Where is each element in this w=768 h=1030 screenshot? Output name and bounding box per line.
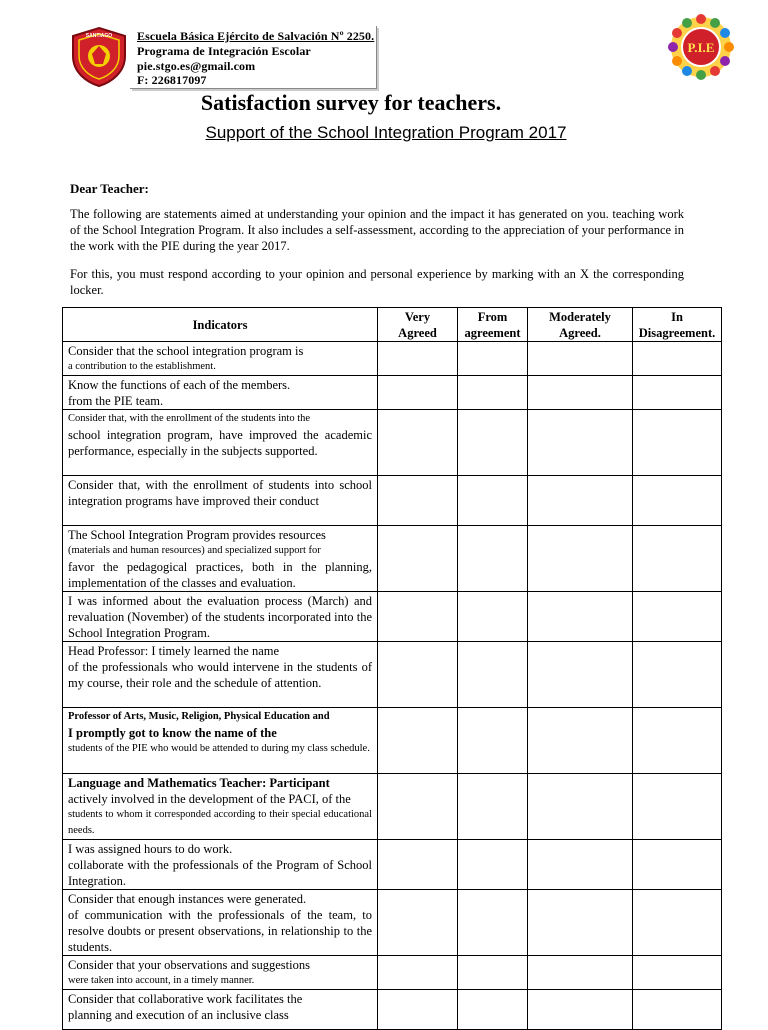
indicator-text: (materials and human resources) and specialized support for: [68, 545, 321, 556]
answer-cell-from-agreement[interactable]: [458, 476, 528, 526]
table-row: [63, 342, 722, 376]
header-moderately-line1: Moderately: [549, 309, 611, 324]
answer-cell-in-disagreement[interactable]: [633, 410, 722, 476]
indicator-text: Head Professor: I timely learned the name: [68, 644, 280, 658]
indicator-text: Consider that the school integration program is: [68, 344, 304, 358]
intro-paragraph: The following are statements aimed at understanding your opinion and the impact it has generated on you. teaching work of the School Integration Program. It also includes a self-assessment, according to the appreciation of your performance in the work with the PIE during the year 2017.: [70, 207, 684, 253]
answer-cell-moderately-agreed[interactable]: [528, 376, 633, 410]
indicator-text: a contribution to the establishment.: [68, 361, 216, 372]
answer-cell-in-disagreement[interactable]: [633, 708, 722, 774]
answer-cell-in-disagreement[interactable]: [633, 592, 722, 642]
answer-cell-moderately-agreed[interactable]: [528, 708, 633, 774]
program-name: Programa de Integración Escolar: [137, 44, 311, 58]
header-disagreement-line1: In: [671, 309, 683, 324]
answer-cell-moderately-agreed[interactable]: [528, 526, 633, 592]
answer-cell-from-agreement[interactable]: [458, 956, 528, 990]
indicator-text: Know the functions of each of the members.: [68, 378, 291, 392]
header-disagreement-line2: Disagreement.: [638, 325, 716, 340]
shield-logo-text: SANTIAGO: [85, 33, 113, 39]
answer-cell-moderately-agreed[interactable]: [528, 410, 633, 476]
salvation-army-shield-logo: [68, 26, 130, 88]
indicator-text: I was informed about the evaluation process (March) and revaluation (November) of the students incorporated into the School Integration Program.: [68, 594, 372, 640]
answer-cell-very-agreed[interactable]: [378, 774, 458, 840]
answer-cell-from-agreement[interactable]: [458, 642, 528, 708]
indicator-text: I was assigned hours to do work.: [68, 842, 233, 856]
answer-cell-in-disagreement[interactable]: [633, 774, 722, 840]
subtitle-text: Support of the School Integration Program 2017: [205, 123, 567, 142]
table-row: [63, 840, 722, 890]
answer-cell-very-agreed[interactable]: [378, 840, 458, 890]
table-row: [63, 410, 722, 476]
answer-cell-from-agreement[interactable]: [458, 774, 528, 840]
indicator-text: The School Integration Program provides resources: [68, 528, 326, 542]
indicator-text: Consider that collaborative work facilitates the: [68, 992, 303, 1006]
answer-cell-in-disagreement[interactable]: [633, 476, 722, 526]
table-row: [63, 592, 722, 642]
header-from-agreement-line2: agreement: [464, 325, 521, 340]
header-moderately-line2: Agreed.: [559, 325, 601, 340]
indicator-text: of the professionals who would intervene in the students of my course, their role and the schedule of attention.: [68, 660, 372, 690]
indicator-text: I promptly got to know the name of the: [68, 726, 277, 740]
indicator-cell: [63, 342, 378, 376]
indicator-cell: [63, 410, 378, 476]
table-row: [63, 956, 722, 990]
table-row: [63, 476, 722, 526]
answer-cell-very-agreed[interactable]: [378, 476, 458, 526]
indicator-cell: [63, 642, 378, 708]
indicator-cell: [63, 708, 378, 774]
indicator-text: Consider that, with the enrollment of the students into the: [68, 413, 311, 424]
answer-cell-from-agreement[interactable]: [458, 410, 528, 476]
indicator-cell: [63, 592, 378, 642]
school-phone: F: 226817097: [137, 73, 207, 87]
header-moderately-agreed: [528, 308, 633, 342]
greeting: Dear Teacher:: [70, 181, 149, 196]
indicator-cell: [63, 890, 378, 956]
header-very-agreed: [378, 308, 458, 342]
indicator-text: students of the PIE who would be attended to during my class schedule.: [68, 743, 370, 754]
answer-cell-moderately-agreed[interactable]: [528, 642, 633, 708]
table-row: [63, 708, 722, 774]
page-title: Satisfaction survey for teachers.: [200, 90, 502, 115]
answer-cell-in-disagreement[interactable]: [633, 376, 722, 410]
answer-cell-very-agreed[interactable]: [378, 592, 458, 642]
school-email: pie.stgo.es@gmail.com: [137, 59, 256, 73]
table-row: [63, 774, 722, 840]
header-in-disagreement: [633, 308, 722, 342]
header-from-agreement: [458, 308, 528, 342]
indicator-text: Professor of Arts, Music, Religion, Physical Education and: [68, 711, 330, 722]
indicator-cell: [63, 956, 378, 990]
indicator-text: collaborate with the professionals of the Program of School Integration.: [68, 858, 372, 888]
indicator-cell: [63, 774, 378, 840]
indicator-text: from the PIE team.: [68, 394, 164, 408]
table-row: [63, 526, 722, 592]
table-row: [63, 890, 722, 956]
answer-cell-very-agreed[interactable]: [378, 410, 458, 476]
pie-logo: [668, 14, 734, 80]
indicator-cell: [63, 376, 378, 410]
header-very-agreed-line1: Very: [404, 309, 431, 324]
answer-cell-very-agreed[interactable]: [378, 708, 458, 774]
answer-cell-from-agreement[interactable]: [458, 526, 528, 592]
answer-cell-in-disagreement[interactable]: [633, 642, 722, 708]
answer-cell-very-agreed[interactable]: [378, 376, 458, 410]
answer-cell-moderately-agreed[interactable]: [528, 476, 633, 526]
table-header-row: [63, 308, 722, 342]
answer-cell-moderately-agreed[interactable]: [528, 956, 633, 990]
table-row: [63, 376, 722, 410]
answer-cell-from-agreement[interactable]: [458, 376, 528, 410]
instructions-paragraph: For this, you must respond according to your opinion and personal experience by marking with an X the corresponding locker.: [70, 267, 684, 297]
indicator-text: planning and execution of an inclusive class: [68, 1008, 289, 1022]
answer-cell-in-disagreement[interactable]: [633, 956, 722, 990]
indicator-cell: [63, 476, 378, 526]
pie-logo-text: P.I.E: [687, 40, 715, 55]
header-indicators: Indicators: [63, 308, 378, 342]
answer-cell-moderately-agreed[interactable]: [528, 840, 633, 890]
answer-cell-in-disagreement[interactable]: [633, 890, 722, 956]
answer-cell-moderately-agreed[interactable]: [528, 890, 633, 956]
answer-cell-very-agreed[interactable]: [378, 642, 458, 708]
answer-cell-very-agreed[interactable]: [378, 890, 458, 956]
answer-cell-moderately-agreed[interactable]: [528, 774, 633, 840]
header-from-agreement-line1: From: [477, 309, 508, 324]
indicator-text: favor the pedagogical practices, both in the planning, implementation of the classes and evaluation.: [68, 560, 372, 590]
indicator-text: actively involved in the development of the PACI, of the: [68, 792, 351, 806]
school-info-box: [130, 26, 377, 89]
indicator-text: Consider that, with the enrollment of students into school integration programs have improved their conduct: [68, 478, 372, 508]
indicator-text: Consider that enough instances were generated.: [68, 892, 307, 906]
answer-cell-very-agreed[interactable]: [378, 956, 458, 990]
answer-cell-in-disagreement[interactable]: [633, 840, 722, 890]
indicator-text: school integration program, have improved the academic performance, especially in the subjects supported.: [68, 428, 372, 458]
page-subtitle: [2, 123, 768, 143]
header-very-agreed-line2: Agreed: [398, 325, 437, 340]
answer-cell-from-agreement[interactable]: [458, 592, 528, 642]
indicator-text: of communication with the professionals of the team, to resolve doubts or present observations, in relationship to the students.: [68, 908, 372, 954]
answer-cell-in-disagreement[interactable]: [633, 526, 722, 592]
indicator-cell: [63, 526, 378, 592]
answer-cell-from-agreement[interactable]: [458, 342, 528, 376]
answer-cell-from-agreement[interactable]: [458, 708, 528, 774]
school-name: Escuela Básica Ejército de Salvación Nº 2250.: [137, 29, 375, 43]
indicator-text: students to whom it corresponded according to their special educational needs.: [68, 809, 372, 836]
indicator-cell: [63, 840, 378, 890]
indicator-text: Language and Mathematics Teacher: Participant: [68, 776, 330, 790]
answer-cell-very-agreed[interactable]: [378, 526, 458, 592]
answer-cell-moderately-agreed[interactable]: [528, 342, 633, 376]
answer-cell-in-disagreement[interactable]: [633, 342, 722, 376]
table-row: [63, 642, 722, 708]
indicator-text: were taken into account, in a timely manner.: [68, 975, 255, 986]
answer-cell-moderately-agreed[interactable]: [528, 592, 633, 642]
answer-cell-very-agreed[interactable]: [378, 342, 458, 376]
survey-table: [62, 307, 722, 1030]
answer-cell-from-agreement[interactable]: [458, 840, 528, 890]
answer-cell-from-agreement[interactable]: [458, 890, 528, 956]
indicator-text: Consider that your observations and suggestions: [68, 958, 310, 972]
